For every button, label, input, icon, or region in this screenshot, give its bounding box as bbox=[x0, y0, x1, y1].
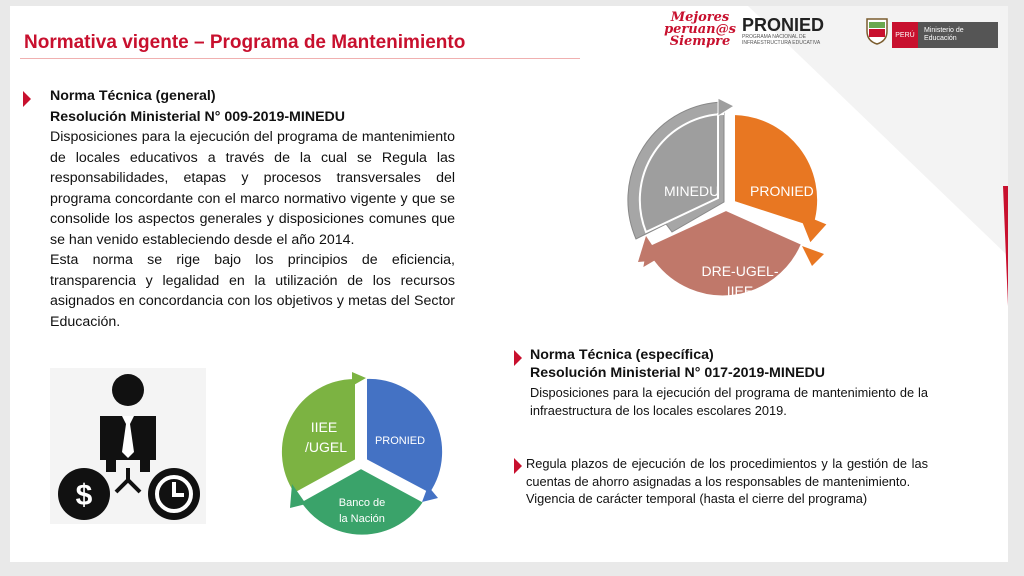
bullet-marker-icon bbox=[514, 458, 522, 474]
bullet-marker-icon bbox=[23, 91, 31, 107]
person-icon bbox=[100, 374, 156, 472]
person-money-time-icon bbox=[50, 368, 206, 524]
top-cycle-diagram bbox=[606, 94, 846, 314]
page-title: Normativa vigente – Programa de Mantenimiento bbox=[24, 32, 466, 53]
header-logos bbox=[664, 10, 1004, 54]
ministerio-badge: Ministerio de Educación bbox=[918, 22, 998, 48]
general-norm-block bbox=[50, 86, 455, 332]
cycle-top-label-2a: DRE-UGEL- bbox=[701, 263, 779, 279]
title-divider bbox=[20, 58, 580, 59]
specific-norm-resolution: Resolución Ministerial N° 017-2019-MINEDU bbox=[530, 365, 826, 381]
general-norm-heading: Norma Técnica (general) bbox=[50, 88, 216, 104]
cycle-bottom-label-0a: IIEE bbox=[310, 419, 338, 435]
pronied-logo-text: PRONIED bbox=[742, 15, 825, 35]
cycle-top-label-2b: IIEE bbox=[726, 283, 754, 299]
coat-of-arms-icon bbox=[864, 16, 890, 46]
clock-icon bbox=[148, 468, 200, 520]
cycle-top-label-1: PRONIED bbox=[750, 183, 814, 199]
slide bbox=[10, 6, 1008, 562]
pronied-logo-subtitle: PROGRAMA NACIONAL DE INFRAESTRUCTURA EDUCATIVA bbox=[742, 34, 821, 46]
peru-badge: PERÚ bbox=[892, 22, 918, 48]
general-norm-paragraph-2: Esta norma se rige bajo los principios de eficiencia, transparencia y legalidad en la utilización de los recursos asignados en concordancia con los objetivos y metas del Sector Educación. bbox=[50, 252, 455, 330]
specific-norm-paragraph-1: Disposiciones para la ejecución del programa de mantenimiento de la infraestructura de los locales escolares 2019. bbox=[530, 385, 928, 418]
specific-norm-block-2 bbox=[526, 455, 928, 508]
slogan-logo: Mejores peruan@s Siempre bbox=[664, 10, 736, 49]
specific-norm-paragraph-3: Vigencia de carácter temporal (hasta el cierre del programa) bbox=[526, 491, 868, 506]
cycle-bottom-label-1: PRONIED bbox=[374, 435, 426, 447]
cycle-bottom-label-0b: /UGEL bbox=[304, 439, 348, 455]
cycle-top-label-0: MINEDU bbox=[664, 183, 720, 199]
bullet-marker-icon bbox=[514, 350, 522, 366]
bottom-cycle-diagram bbox=[272, 368, 452, 550]
cycle-bottom-label-2a: Banco de bbox=[338, 497, 386, 509]
dollar-icon bbox=[58, 468, 110, 520]
svg-text:$: $ bbox=[75, 479, 93, 512]
pronied-logo bbox=[742, 16, 854, 46]
cycle-bottom-label-2b: la Nación bbox=[339, 513, 385, 525]
general-norm-paragraph-1: Disposiciones para la ejecución del programa de mantenimiento de locales educativos a través de la cual se Regula las responsabilidades, etapas y procesos transversales del programa concordante con el marco normativo vigente y que se consolide los aspectos generales y disposiciones comunes que se han venido estableciendo desde el año 2014. bbox=[50, 129, 455, 248]
specific-norm-heading-block bbox=[530, 346, 940, 382]
specific-norm-paragraph-2: Regula plazos de ejecución de los procedimientos y la gestión de las cuentas de ahorro asignadas a los responsables de mantenimiento. bbox=[526, 456, 928, 489]
roles-icon-group bbox=[50, 368, 206, 524]
general-norm-resolution: Resolución Ministerial N° 009-2019-MINEDU bbox=[50, 108, 346, 125]
specific-norm-heading: Norma Técnica (específica) bbox=[530, 347, 714, 363]
